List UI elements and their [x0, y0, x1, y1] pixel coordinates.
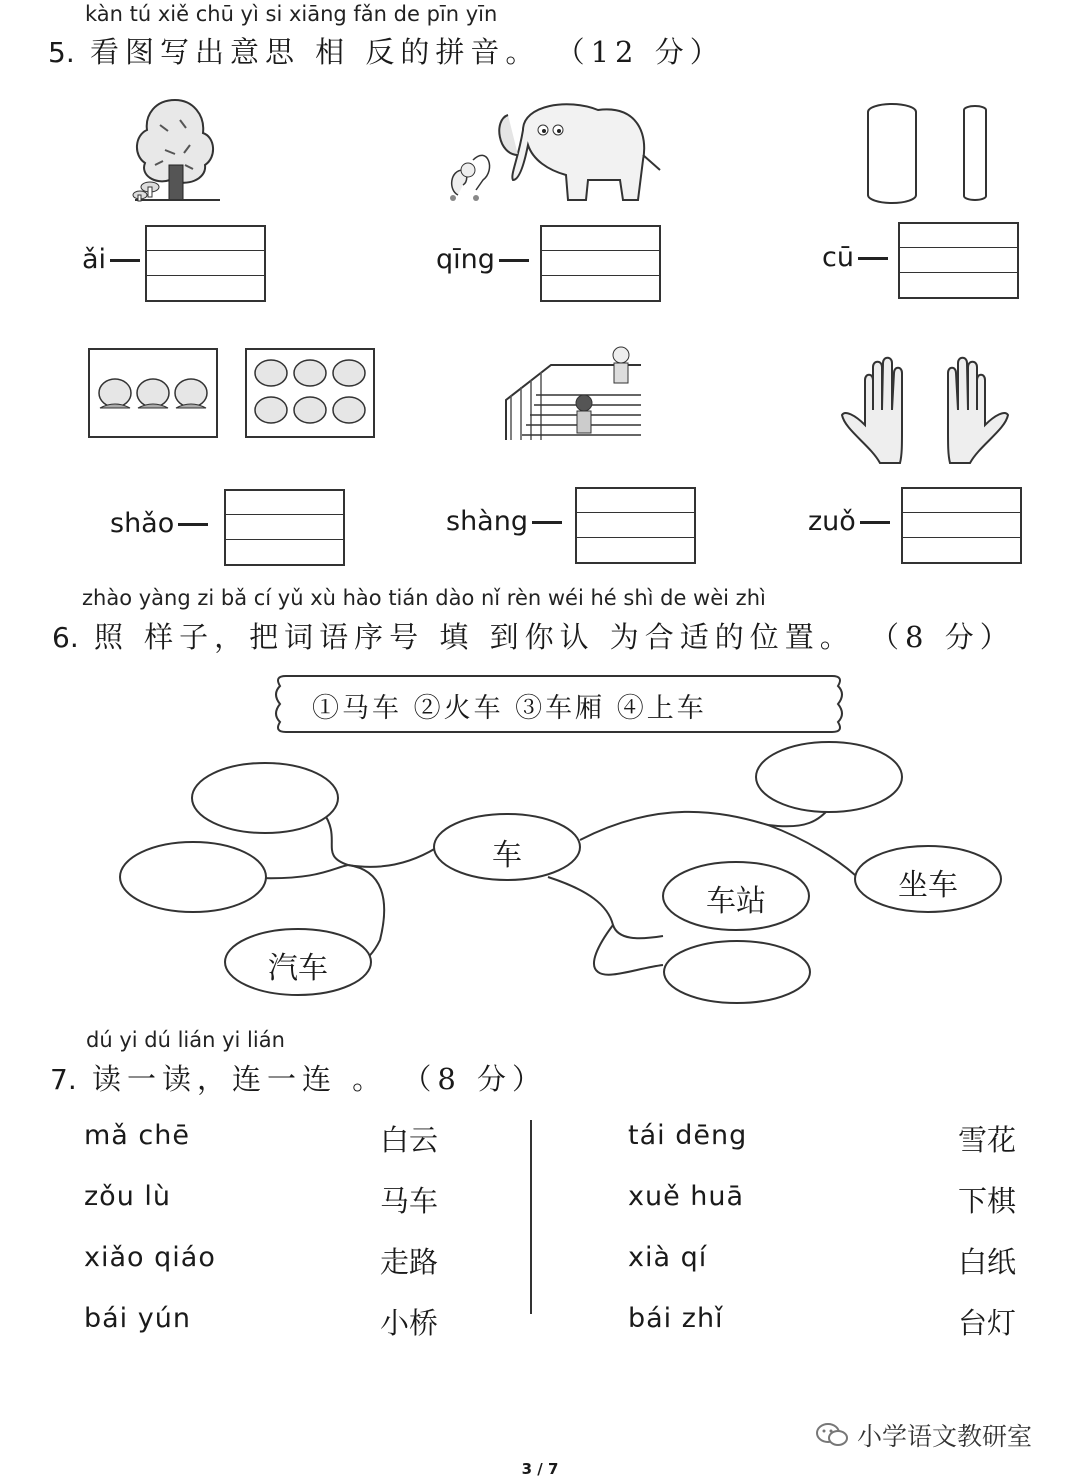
left-and-right-hands-icon	[840, 355, 1010, 465]
column-divider	[530, 1120, 532, 1314]
match-word-left-2[interactable]: 马车	[380, 1184, 439, 1218]
match-word-right-1[interactable]: 雪花	[958, 1123, 1017, 1157]
q6-title	[52, 615, 1015, 656]
q7-score: （8 分）	[402, 1062, 548, 1096]
match-word-right-2[interactable]: 下棋	[958, 1184, 1017, 1218]
q7-title	[50, 1057, 547, 1098]
q5-title-text: 看图写出意思 相 反的拼音。	[89, 35, 541, 69]
answer-label-ai: ǎi	[82, 244, 140, 275]
empty-bubble-bottom	[664, 941, 810, 1003]
q7-pinyin: dú yi dú lián yi lián	[86, 1028, 285, 1052]
match-pinyin-right-3[interactable]: xià qí	[628, 1242, 708, 1273]
page-number: 3 / 7	[521, 1460, 559, 1478]
tree-with-mushrooms-icon	[125, 95, 225, 210]
answer-box-qing[interactable]	[540, 225, 661, 302]
match-pinyin-right-4[interactable]: bái zhǐ	[628, 1303, 724, 1334]
match-word-left-1[interactable]: 白云	[380, 1123, 439, 1157]
q5-title	[48, 30, 725, 71]
thick-and-thin-cylinders-icon	[860, 100, 1000, 208]
answer-label-qing: qīng	[436, 244, 529, 275]
answer-box-zuo[interactable]	[901, 487, 1022, 564]
word-box: ①马车 ②火车 ③车厢 ④上车	[312, 693, 707, 724]
squirrel-and-elephant-icon	[438, 100, 668, 212]
bubble-bus: 汽车	[268, 951, 328, 986]
q5-pinyin: kàn tú xiě chū yì si xiāng fǎn de pīn yīn	[85, 2, 498, 26]
empty-bubble-mid-left	[120, 842, 266, 912]
match-word-left-3[interactable]: 走路	[380, 1245, 439, 1279]
match-pinyin-left-4[interactable]: bái yún	[84, 1303, 191, 1334]
match-pinyin-left-2[interactable]: zǒu lù	[84, 1181, 171, 1212]
watermark	[815, 1417, 1032, 1453]
answer-label-shao: shǎo	[110, 508, 208, 539]
answer-box-ai[interactable]	[145, 225, 266, 302]
match-word-right-3[interactable]: 白纸	[958, 1245, 1017, 1279]
watermark-text: 小学语文教研室	[857, 1422, 1033, 1451]
q5-score: （12 分）	[555, 35, 725, 69]
bubble-station: 车站	[706, 884, 766, 919]
answer-box-shao[interactable]	[224, 489, 345, 566]
q6-pinyin: zhào yàng zi bǎ cí yǔ xù hào tián dào nǐ rèn wéi hé shì de wèi zhì	[82, 586, 766, 610]
answer-box-cu[interactable]	[898, 222, 1019, 299]
bubble-center: 车	[492, 838, 522, 873]
few-and-many-peaches-icon	[88, 348, 378, 440]
match-pinyin-right-1[interactable]: tái dēng	[628, 1120, 748, 1151]
match-pinyin-left-3[interactable]: xiǎo qiáo	[84, 1242, 216, 1273]
match-word-left-4[interactable]: 小桥	[380, 1306, 439, 1340]
q6-number: 6.	[52, 621, 79, 654]
match-pinyin-left-1[interactable]: mǎ chē	[84, 1120, 190, 1151]
q6-score: （8 分）	[870, 620, 1015, 654]
answer-label-cu: cū	[822, 242, 888, 273]
answer-label-shang: shàng	[446, 506, 562, 537]
bubble-ride: 坐车	[898, 868, 958, 903]
q7-number: 7.	[50, 1063, 77, 1096]
q7-title-text: 读一读，连一连 。	[91, 1062, 388, 1096]
match-word-right-4[interactable]: 台灯	[958, 1306, 1017, 1340]
q5-number: 5.	[48, 36, 75, 69]
answer-box-shang[interactable]	[575, 487, 696, 564]
match-pinyin-right-2[interactable]: xuě huā	[628, 1181, 745, 1212]
q6-title-text: 照 样子，把词语序号 填 到你认 为合适的位置。	[93, 620, 855, 654]
wechat-icon	[815, 1421, 849, 1449]
empty-bubble-top-right	[756, 742, 902, 812]
children-on-stairs-icon	[496, 345, 646, 445]
answer-label-zuo: zuǒ	[808, 506, 890, 537]
empty-bubble-top-left	[192, 763, 338, 833]
